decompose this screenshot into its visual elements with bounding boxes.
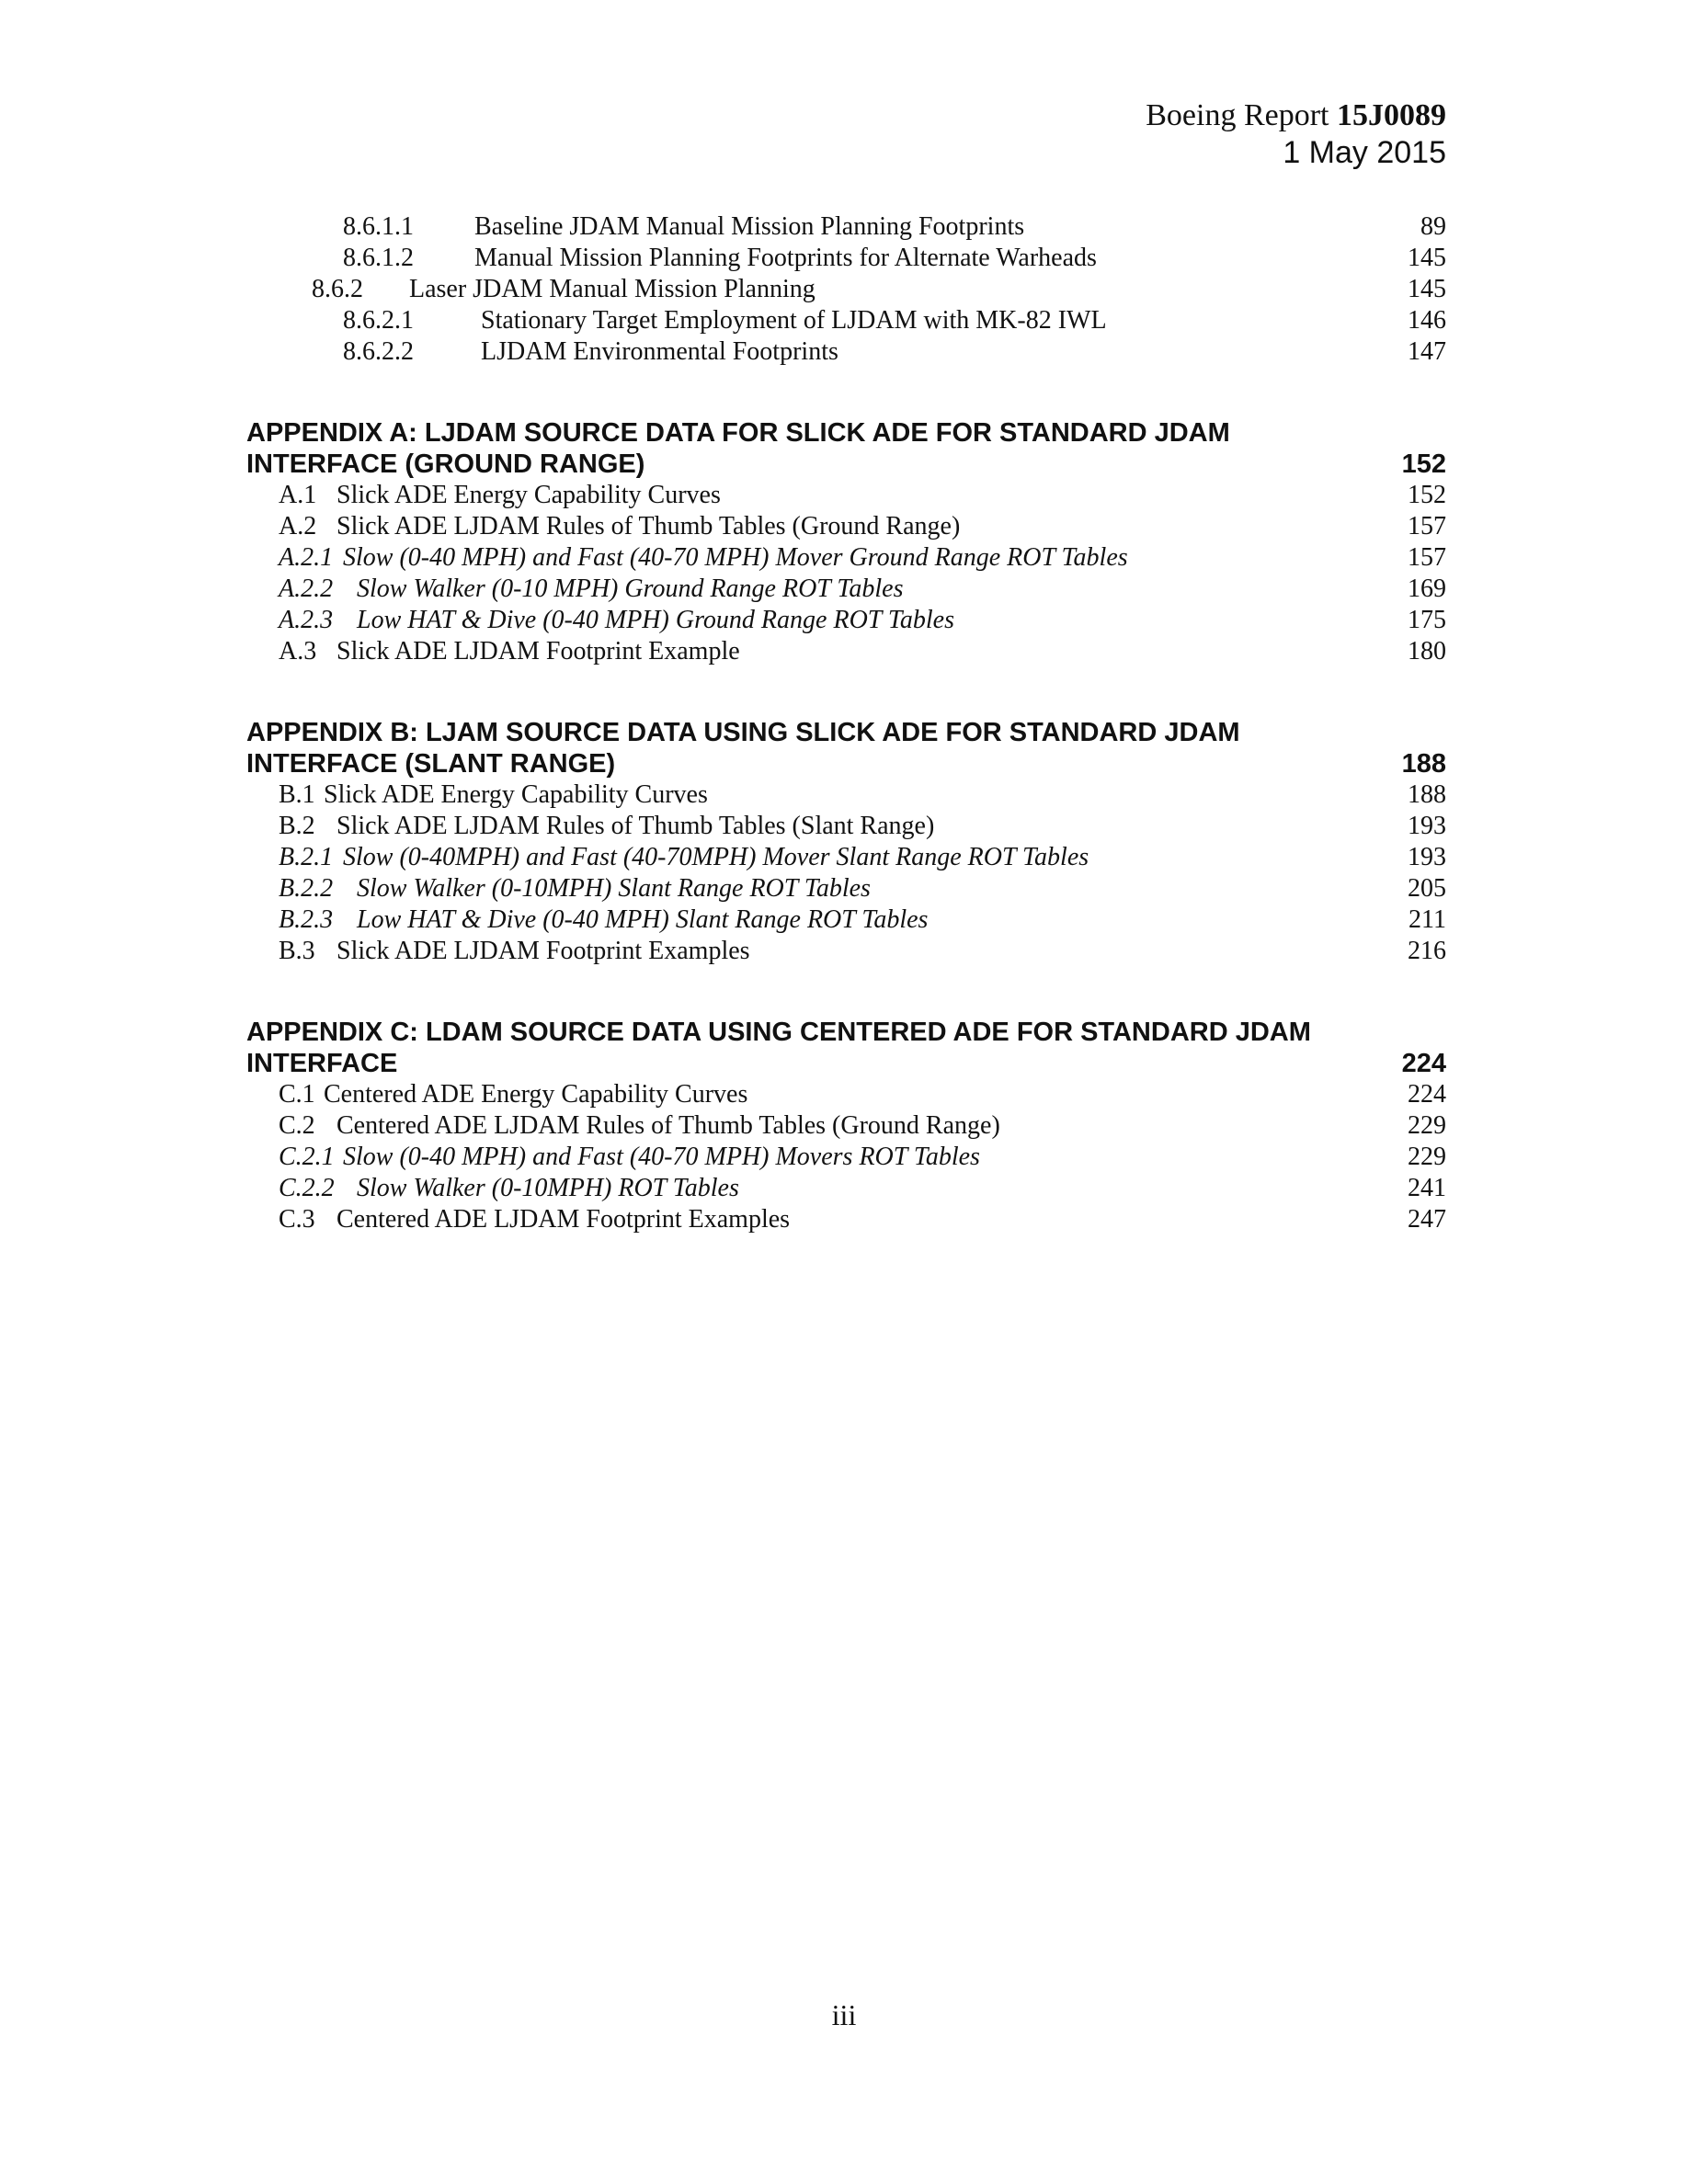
toc-entry[interactable]	[0, 542, 1688, 574]
toc-entry-page: 193	[1408, 812, 1446, 840]
toc-entry-page: 188	[1408, 780, 1446, 809]
appendix-page: 152	[1401, 449, 1446, 479]
toc-entry-page: 180	[1408, 637, 1446, 665]
toc-entry-page: 152	[1408, 481, 1446, 509]
appendix-page: 188	[1401, 749, 1446, 779]
toc-entry[interactable]	[0, 811, 1688, 842]
toc-entry[interactable]	[0, 336, 1688, 368]
toc-entry-number: 8.6.1.2	[343, 244, 414, 272]
toc-entry[interactable]	[0, 936, 1688, 967]
toc-entry[interactable]	[0, 904, 1688, 936]
toc-entry-number: C.2	[279, 1111, 315, 1140]
toc-entry-page: 169	[1408, 574, 1446, 603]
toc-entry-title: Centered ADE LJDAM Footprint Examples	[336, 1205, 791, 1234]
toc-entry[interactable]	[0, 1079, 1688, 1110]
report-date: 1 May 2015	[1283, 135, 1446, 170]
toc-entry-title: Slick ADE Energy Capability Curves	[324, 780, 708, 809]
appendix-heading-line	[246, 748, 1446, 779]
toc-entry-number: B.1	[279, 780, 315, 809]
toc-entry-title: Slick ADE LJDAM Rules of Thumb Tables (Ground Range)	[336, 512, 961, 540]
toc-entry-number: 8.6.2.2	[343, 337, 414, 366]
toc-entry[interactable]	[0, 211, 1688, 243]
toc-entry-number: C.2.2	[279, 1174, 335, 1202]
toc-entry-number: A.2.1	[279, 543, 334, 572]
toc-entry-page: 247	[1408, 1205, 1446, 1234]
toc-entry[interactable]	[0, 1142, 1688, 1173]
toc-entry-number: A.1	[279, 481, 317, 509]
toc-entry[interactable]	[0, 605, 1688, 636]
toc-entry[interactable]	[0, 779, 1688, 811]
appendix-heading-text: INTERFACE (SLANT RANGE)	[246, 749, 616, 779]
toc-entry-number: 8.6.2.1	[343, 306, 414, 335]
toc-entry-number: B.2	[279, 812, 315, 840]
toc-entry[interactable]	[0, 1204, 1688, 1235]
toc-entry-title: Slow (0-40 MPH) and Fast (40-70 MPH) Movers ROT Tables	[343, 1143, 980, 1171]
toc-entry[interactable]	[0, 243, 1688, 274]
appendix-heading-line	[246, 1048, 1446, 1079]
toc-entry-page: 216	[1408, 937, 1446, 965]
toc-entry-title: Slow Walker (0-10 MPH) Ground Range ROT Tables	[357, 574, 904, 603]
toc-entry-number: A.2.2	[279, 574, 334, 603]
toc-entry-title: Centered ADE Energy Capability Curves	[324, 1080, 748, 1109]
toc-entry-title: LJDAM Environmental Footprints	[481, 337, 838, 366]
appendix-heading-line: APPENDIX A: LJDAM SOURCE DATA FOR SLICK ADE FOR STANDARD JDAM	[246, 418, 1230, 448]
toc-entry-number: 8.6.2	[312, 275, 363, 303]
toc-entry-number: A.2.3	[279, 606, 334, 634]
toc-entry[interactable]	[0, 480, 1688, 511]
toc-entry-page: 146	[1408, 306, 1446, 335]
appendix-heading-text: INTERFACE (GROUND RANGE)	[246, 449, 645, 479]
toc-entry[interactable]	[0, 511, 1688, 542]
toc-entry-number: 8.6.1.1	[343, 212, 414, 241]
toc-entry-page: 157	[1408, 512, 1446, 540]
toc-entry-title: Centered ADE LJDAM Rules of Thumb Tables (Ground Range)	[336, 1111, 1000, 1140]
toc-entry-number: B.2.3	[279, 905, 334, 934]
toc-entry[interactable]	[0, 636, 1688, 667]
toc-entry-page: 205	[1408, 874, 1446, 903]
toc-entry-title: Slow (0-40MPH) and Fast (40-70MPH) Mover Slant Range ROT Tables	[343, 843, 1089, 871]
toc-entry-title: Slick ADE LJDAM Rules of Thumb Tables (Slant Range)	[336, 812, 935, 840]
toc-entry-title: Slow Walker (0-10MPH) ROT Tables	[357, 1174, 739, 1202]
toc-entry-page: 193	[1408, 843, 1446, 871]
toc-entry-page: 157	[1408, 543, 1446, 572]
toc-entry-number: C.3	[279, 1205, 315, 1234]
appendix-page: 224	[1401, 1049, 1446, 1078]
toc-entry-page: 145	[1408, 275, 1446, 303]
toc-entry-title: Slick ADE LJDAM Footprint Examples	[336, 937, 750, 965]
appendix-c-heading[interactable]	[246, 1017, 1446, 1079]
toc-entry-page: 211	[1409, 905, 1446, 934]
toc-entry-number: B.3	[279, 937, 315, 965]
appendix-b-heading[interactable]	[246, 717, 1446, 779]
toc-entry-title: Baseline JDAM Manual Mission Planning Footprints	[474, 212, 1025, 241]
toc-entry-page: 89	[1420, 212, 1446, 241]
toc-entry-page: 145	[1408, 244, 1446, 272]
toc-entry-number: A.2	[279, 512, 317, 540]
toc-entry-title: Low HAT & Dive (0-40 MPH) Slant Range ROT Tables	[357, 905, 929, 934]
toc-entry-number: C.1	[279, 1080, 315, 1109]
toc-entry-page: 241	[1408, 1174, 1446, 1202]
toc-entry-number: A.3	[279, 637, 317, 665]
toc-entry-number: B.2.2	[279, 874, 334, 903]
toc-entry-title: Slow Walker (0-10MPH) Slant Range ROT Tables	[357, 874, 871, 903]
toc-entry-number: C.2.1	[279, 1143, 335, 1171]
toc-entry-page: 175	[1408, 606, 1446, 634]
report-header	[1146, 97, 1446, 134]
toc-entry[interactable]	[0, 574, 1688, 605]
toc-entry-title: Stationary Target Employment of LJDAM with MK-82 IWL	[481, 306, 1107, 335]
page-number: iii	[831, 1998, 857, 2031]
toc-entry-page: 147	[1408, 337, 1446, 366]
toc-entry[interactable]	[0, 305, 1688, 336]
appendix-heading-line: APPENDIX C: LDAM SOURCE DATA USING CENTERED ADE FOR STANDARD JDAM	[246, 1018, 1311, 1047]
toc-entry[interactable]	[0, 1173, 1688, 1204]
toc-entry-title: Manual Mission Planning Footprints for Alternate Warheads	[474, 244, 1097, 272]
toc-entry-page: 224	[1408, 1080, 1446, 1109]
toc-entry-page: 229	[1408, 1143, 1446, 1171]
toc-entry-title: Slick ADE LJDAM Footprint Example	[336, 637, 740, 665]
toc-entry[interactable]	[0, 274, 1688, 305]
toc-entry-title: Slick ADE Energy Capability Curves	[336, 481, 721, 509]
report-prefix: Boeing Report	[1146, 98, 1337, 132]
toc-entry-title: Laser JDAM Manual Mission Planning	[409, 275, 815, 303]
toc-entry[interactable]	[0, 873, 1688, 904]
toc-entry-page: 229	[1408, 1111, 1446, 1140]
appendix-a-heading[interactable]	[246, 417, 1446, 480]
appendix-heading-line	[246, 449, 1446, 480]
toc-entry[interactable]	[0, 842, 1688, 873]
toc-entry-number: B.2.1	[279, 843, 334, 871]
appendix-heading-text: INTERFACE	[246, 1049, 398, 1078]
report-number: 15J0089	[1337, 98, 1446, 132]
toc-entry-title: Slow (0-40 MPH) and Fast (40-70 MPH) Mover Ground Range ROT Tables	[343, 543, 1128, 572]
toc-entry-title: Low HAT & Dive (0-40 MPH) Ground Range ROT Tables	[357, 606, 954, 634]
toc-entry[interactable]	[0, 1110, 1688, 1142]
appendix-heading-line: APPENDIX B: LJAM SOURCE DATA USING SLICK ADE FOR STANDARD JDAM	[246, 718, 1240, 747]
